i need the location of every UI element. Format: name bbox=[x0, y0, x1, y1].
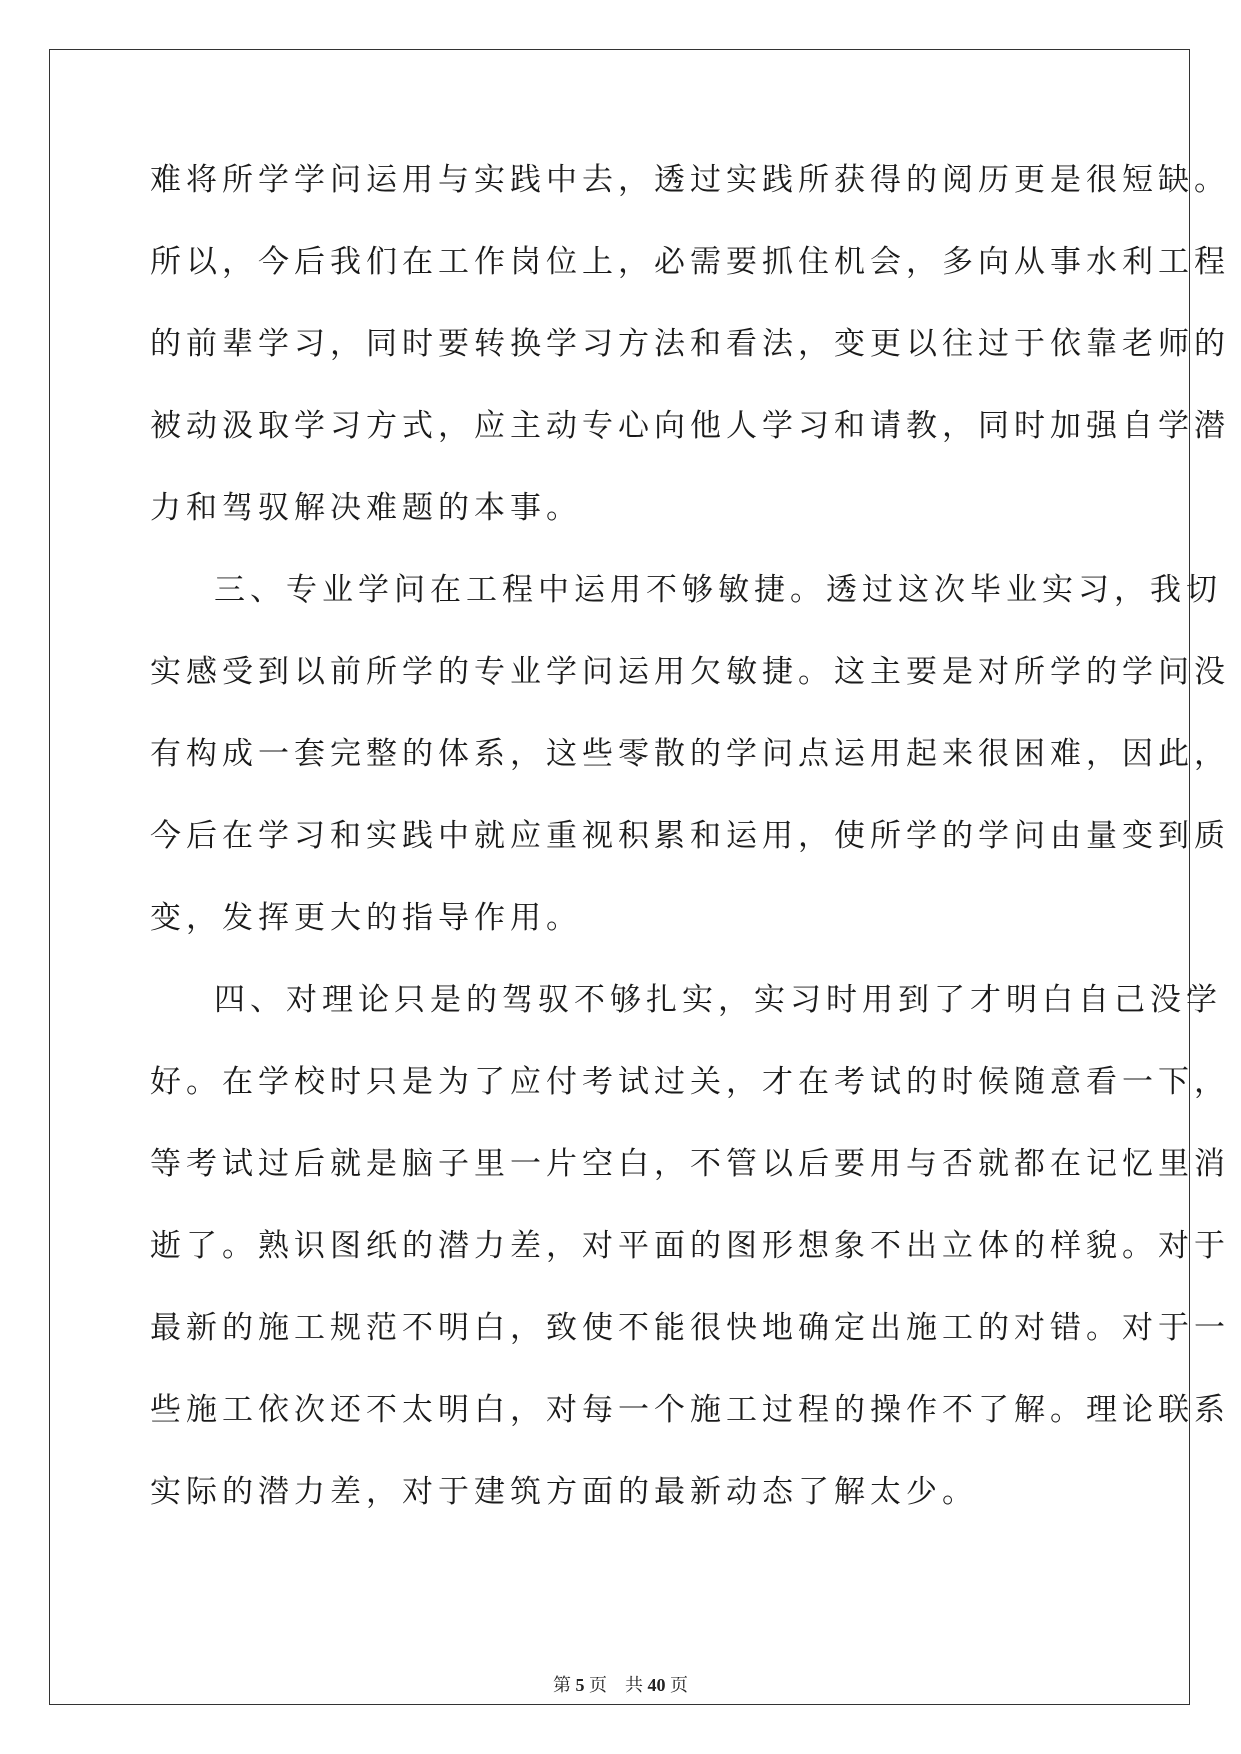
total-prefix: 共 bbox=[625, 1675, 643, 1695]
text-line: 最新的施工规范不明白，致使不能很快地确定出施工的对错。对于一 bbox=[150, 1310, 1230, 1346]
text-line: 实感受到以前所学的专业学问运用欠敏捷。这主要是对所学的学问没 bbox=[150, 654, 1230, 690]
text-line: 些施工依次还不太明白，对每一个施工过程的操作不了解。理论联系 bbox=[150, 1392, 1230, 1428]
text-line: 的前辈学习，同时要转换学习方法和看法，变更以往过于依靠老师的 bbox=[150, 326, 1230, 362]
text-line: 今后在学习和实践中就应重视积累和运用，使所学的学问由量变到质 bbox=[150, 818, 1230, 854]
text-line: 有构成一套完整的体系，这些零散的学问点运用起来很困难，因此， bbox=[150, 736, 1230, 772]
text-line: 所以，今后我们在工作岗位上，必需要抓住机会，多向从事水利工程 bbox=[150, 244, 1230, 280]
document-body bbox=[150, 158, 1230, 1552]
page-number: 5 bbox=[575, 1675, 585, 1695]
page-footer bbox=[0, 1671, 1241, 1697]
page-prefix: 第 bbox=[553, 1675, 571, 1695]
paragraph-start-line: 三、专业学问在工程中运用不够敏捷。透过这次毕业实习，我切 bbox=[214, 572, 1222, 608]
text-line: 好。在学校时只是为了应付考试过关，才在考试的时候随意看一下， bbox=[150, 1064, 1230, 1100]
total-pages: 40 bbox=[647, 1675, 666, 1695]
text-line: 难将所学学问运用与实践中去，透过实践所获得的阅历更是很短缺。 bbox=[150, 162, 1230, 198]
text-line: 等考试过后就是脑子里一片空白，不管以后要用与否就都在记忆里消 bbox=[150, 1146, 1230, 1182]
paragraph-start-line: 四、对理论只是的驾驭不够扎实，实习时用到了才明白自己没学 bbox=[214, 982, 1222, 1018]
text-line: 实际的潜力差，对于建筑方面的最新动态了解太少。 bbox=[150, 1474, 978, 1510]
total-suffix: 页 bbox=[670, 1675, 688, 1695]
text-line: 逝了。熟识图纸的潜力差，对平面的图形想象不出立体的样貌。对于 bbox=[150, 1228, 1230, 1264]
text-line: 变，发挥更大的指导作用。 bbox=[150, 900, 582, 936]
text-line: 被动汲取学习方式，应主动专心向他人学习和请教，同时加强自学潜 bbox=[150, 408, 1230, 444]
text-line: 力和驾驭解决难题的本事。 bbox=[150, 490, 582, 526]
page-suffix: 页 bbox=[589, 1675, 607, 1695]
